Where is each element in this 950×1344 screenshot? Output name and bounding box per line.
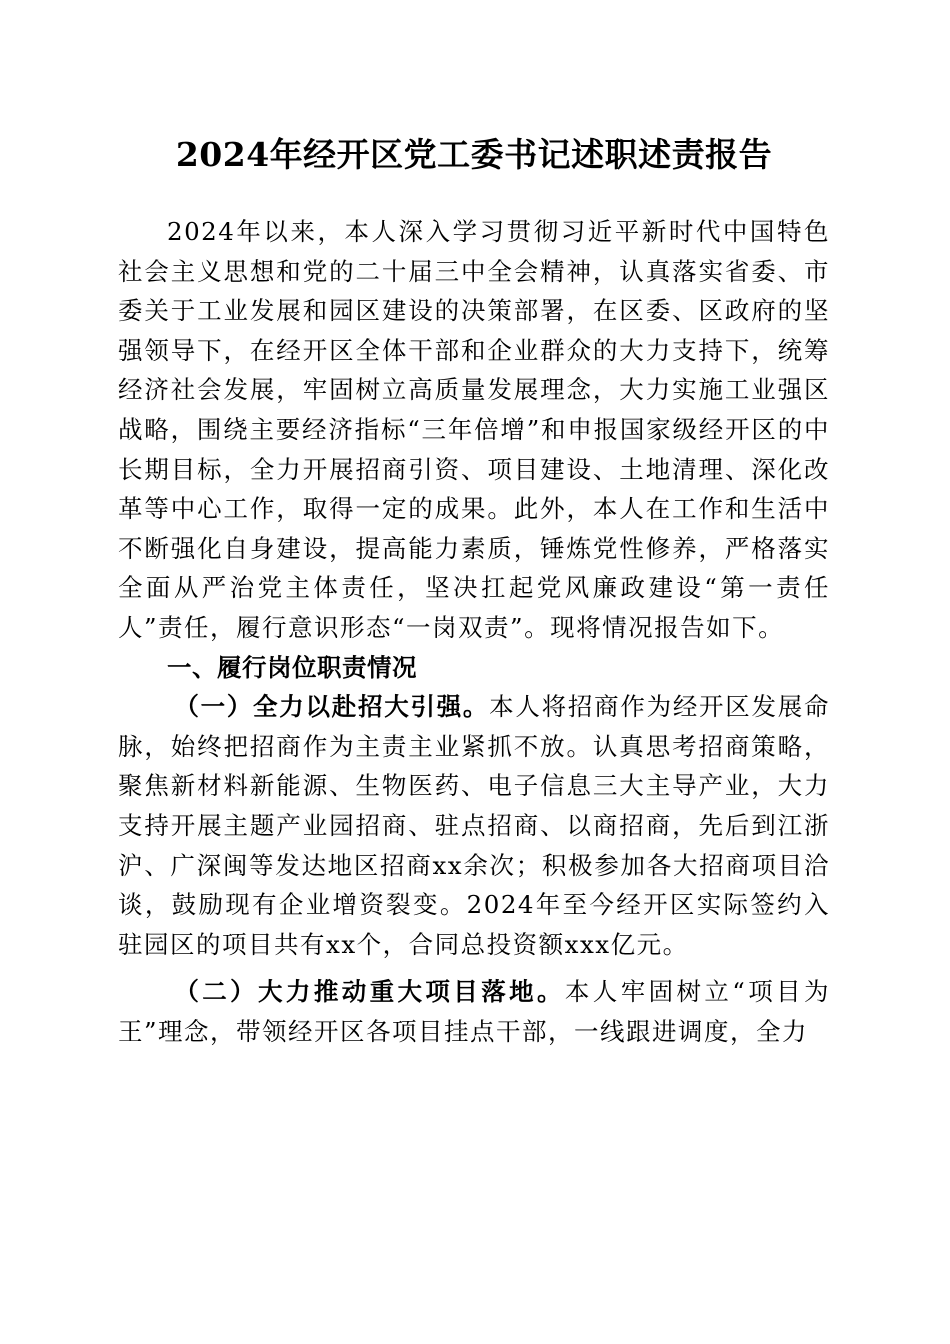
item-lead-1: （一）全力以赴招大引强。 xyxy=(174,692,490,722)
section-heading-1: 一、履行岗位职责情况 xyxy=(167,652,417,682)
item-paragraph-1 xyxy=(118,687,830,964)
item-body-2: 本人牢固树立“项目为王”理念，带领经开区各项目挂点干部，一线跟进调度，全力 xyxy=(118,977,831,1046)
document-page xyxy=(118,128,830,1051)
intro-paragraph: 2024年以来，本人深入学习贯彻习近平新时代中国特色社会主义思想和党的二十届三中全会精神，认真落实省委、市委关于工业发展和园区建设的决策部署，在区委、区政府的坚强领导下，在经开区全体干部和企业群众的大力支持下，统筹经济社会发展，牢固树立高质量发展理念，大力实施工业强区战略，围绕主要经济指标“三年倍增”和申报国家级经开区的中长期目标，全力开展招商引资、项目建设、土地清理、深化改革等中心工作，取得一定的成果。此外，本人在工作和生活中不断强化自身建设，提高能力素质，锤炼党性修养，严格落实全面从严治党主体责任，坚决扛起党风廉政建设“第一责任人”责任，履行意识形态“一岗双责”。现将情况报告如下。 xyxy=(118,217,830,642)
item-paragraph-2 xyxy=(118,972,830,1051)
item-body-1: 本人将招商作为经开区发展命脉，始终把招商作为主责主业紧抓不放。认真思考招商策略，聚焦新材料新能源、生物医药、电子信息三大主导产业，大力支持开展主题产业园招商、驻点招商、以商招商，先后到江浙沪、广深闽等发达地区招商xx余次；积极参加各大招商项目洽谈，鼓励现有企业增资裂变。2024年至今经开区实际签约入驻园区的项目共有xx个，合同总投资额xxx亿元。 xyxy=(118,692,830,959)
document-title: 2024年经开区党工委书记述职述责报告 xyxy=(175,135,773,174)
item-lead-2: （二）大力推动重大项目落地。 xyxy=(174,977,565,1007)
